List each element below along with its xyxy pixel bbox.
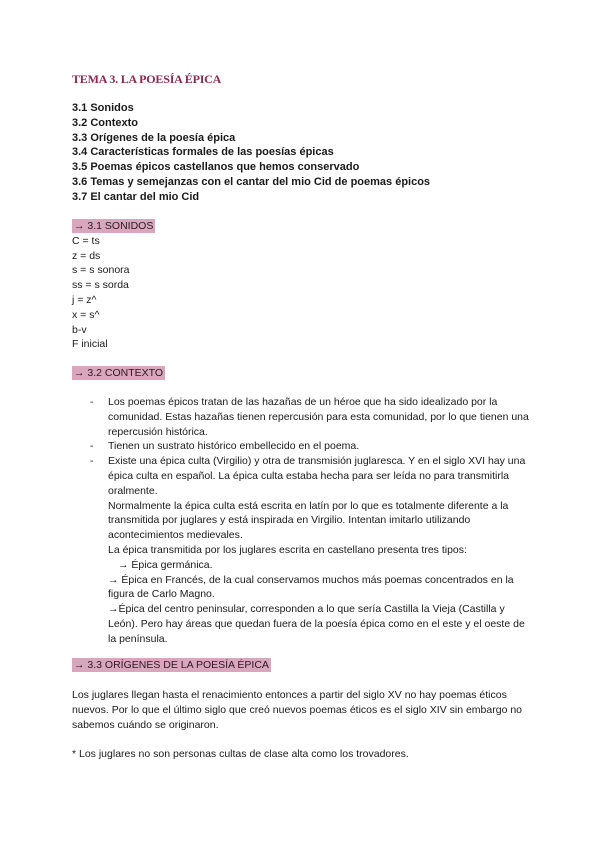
epic-type-item: → Épica germánica. [118,558,213,571]
sound-line: z = ds [72,249,101,262]
toc-item: 3.4 Características formales de las poesías épicas [72,146,334,159]
sound-line: C = ts [72,234,100,247]
sound-line: b-v [72,323,87,336]
paragraph: Normalmente la épica culta está escrita en latín por lo que es totalmente diferente a la transmitida por juglares y está inspirada en Virgilio. Intentan imitarlo utilizando acontecimientos medievales. [108,499,509,542]
list-item: - Tienen un sustrato histórico embellecido en el poema. [72,439,532,454]
sound-line: s = s sonora [72,264,130,277]
toc-item: 3.5 Poemas épicos castellanos que hemos conservado [72,161,360,174]
paragraph: La épica transmitida por los juglares escrita en castellano presenta tres tipos: [108,543,467,556]
list-item: - Existe una épica culta (Virgilio) y otra de transmisión juglaresca. Y en el siglo XVI hay una épica culta en español. La épica culta estaba hecha para ser leída no para transmitirla oralmente. [72,454,532,498]
page-title: TEMA 3. LA POESÍA ÉPICA [72,72,222,86]
section-origenes [72,658,532,673]
section-sonidos [72,219,155,352]
toc-item: 3.7 El cantar del mio Cid [72,190,200,203]
sound-line: x = s^ [72,308,100,321]
section-contexto [72,366,532,381]
context-body [72,395,532,647]
toc-item: 3.6 Temas y semejanzas con el cantar del mio Cid de poemas épicos [72,175,431,188]
toc-item: 3.3 Orígenes de la poesía épica [72,131,236,144]
sound-line: j = z^ [72,293,97,306]
section-heading-sonidos: → 3.1 SONIDOS [74,220,154,232]
epic-type-item: →Épica del centro peninsular, corresponden a lo que sería Castilla la Vieja (Castilla y León). Pero hay áreas que quedan fuera de la poesía épica como en el este y el oeste de la península. [108,603,525,645]
sound-line: F inicial [72,338,108,351]
list-item: - Los poemas épicos tratan de las hazañas de un héroe que ha sido idealizado por la comunidad. Estas hazañas tienen repercusión para esta comunidad, por lo que tienen una repercusión histórica. [72,395,532,439]
section-heading-contexto: → 3.2 CONTEXTO [74,367,164,379]
sound-line: ss = s sorda [72,279,129,292]
toc-item: 3.1 Sonidos [72,102,134,114]
toc-item: 3.2 Contexto [72,116,139,129]
section-heading-origenes: → 3.3 ORÍGENES DE LA POESÍA ÉPICA [74,659,269,671]
epic-type-item: → Épica en Francés, de la cual conservamos muchos más poemas concentrados en la figura de Carlo Magno. [108,573,514,601]
table-of-contents [72,101,430,205]
footnote: * Los juglares no son personas cultas de clase alta como los trovadores. [72,748,409,760]
paragraph: Los juglares llegan hasta el renacimiento entonces a partir del siglo XV no hay poemas éticos nuevos. Por lo que el último siglo que creó nuevos poemas éticos es el siglo XIV sin embargo no sabemos cuándo se originaron. [72,689,523,731]
